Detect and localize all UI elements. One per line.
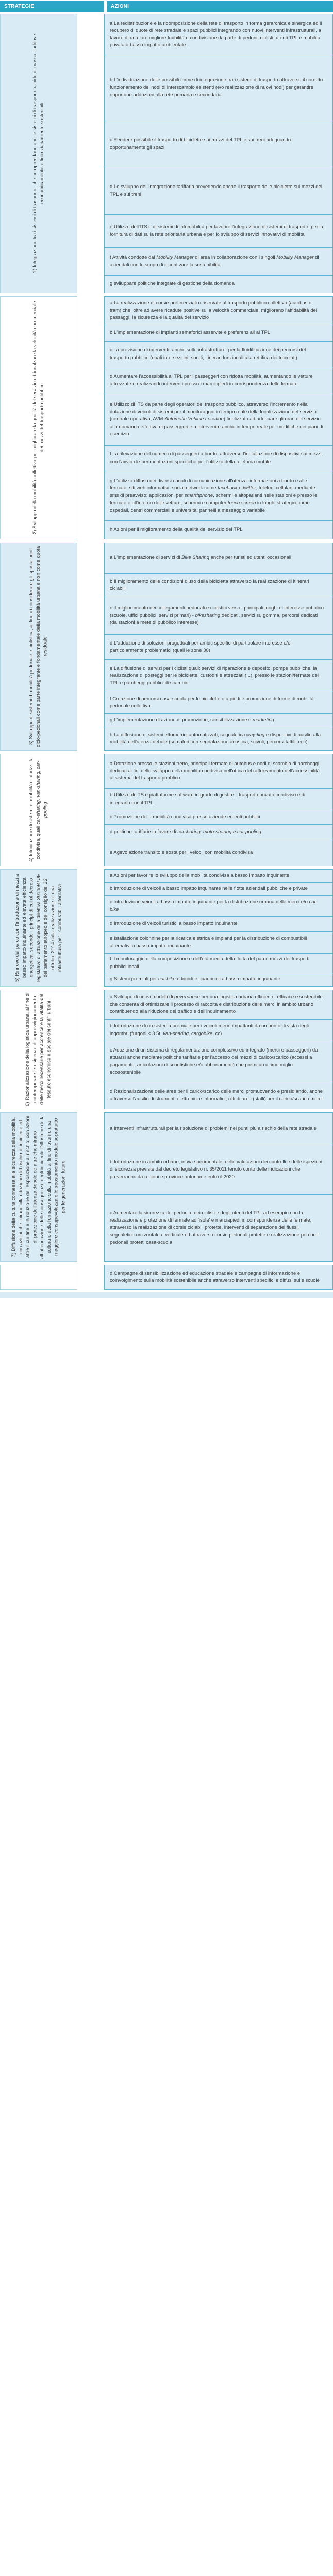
action-text: c Adozione di un sistema di regolamentazione complessivo ed integrato (merci e passeggeri) da attuarsi anche mediante politiche tariffarie per l'accesso dei mezzi di carico/scarico (accessi a pagamento, articolazioni di scontistiche e/o abbonamenti) che premi un ultimo miglio ecosostenibile: [110, 1047, 318, 1075]
action-letter: d: [110, 1089, 114, 1095]
action-row: [104, 990, 333, 1020]
action-row: [104, 810, 333, 825]
action-row: [104, 14, 333, 55]
actions-column: [104, 1112, 333, 1262]
action-row: [104, 896, 333, 917]
action-letter: d: [110, 640, 114, 646]
action-row: [104, 635, 333, 660]
strategy-gutter: [77, 543, 104, 751]
action-text: b Introduzione di un sistema premiale per i veicoli meno impattanti da un punto di vista degli ingombri (furgoni < 3.5t, van-sharing, cargobike, cc): [110, 1023, 309, 1037]
strategy-group: [0, 543, 333, 751]
action-letter: c: [110, 347, 114, 353]
action-row: [104, 276, 333, 293]
action-text: d L'adduzione di soluzioni progettuali per ambiti specifici di particolare interesse e/o particolarmente problematici (quali le zone 30): [110, 640, 291, 653]
action-letter: h: [110, 527, 114, 533]
strategy-gutter: [77, 1112, 104, 1262]
action-text: d Campagne di sensibilizzazione ed educazione stradale e campagne di informazione e coinvolgimento sulla mobilità sostenibile anche attraverso interventi specifici e diffusi sulle scuole: [110, 1270, 320, 1283]
action-row: [104, 521, 333, 539]
action-letter: b: [110, 886, 114, 892]
action-text: d politiche tariffarie in favore di carsharing, moto-sharing e car-pooling: [110, 829, 261, 835]
actions-column: [104, 543, 333, 751]
table-header-row: [0, 1, 333, 12]
action-letter: b: [110, 1023, 114, 1029]
bottom-band: [0, 1292, 333, 1298]
strategy-label: 1) Integrazione tra i sistemi di trasporto, che comprendano anche sistemi di trasporto rapido di massa, laddove economicamente e finanziariamente sostenibili: [32, 33, 45, 274]
action-letter: c: [110, 814, 114, 820]
action-letter: a: [110, 300, 114, 306]
action-letter: b: [110, 578, 114, 584]
column-header-strategie: STRATEGIE: [0, 1, 104, 12]
action-letter: g: [110, 717, 114, 723]
action-letter: a: [110, 1125, 114, 1131]
action-text: a Interventi infrastrutturali per la risoluzione di problemi nei punti più a rischio della rete stradale: [110, 1125, 317, 1131]
action-text: d Lo sviluppo dell'integrazione tariffaria prevedendo anche il trasporto delle biciclette sui mezzi del TPL e sui treni: [110, 184, 322, 197]
strategy-gutter: [77, 296, 104, 539]
action-row: [104, 869, 333, 883]
action-letter: b: [110, 77, 114, 83]
action-row: [104, 597, 333, 635]
action-letter: g: [110, 281, 114, 287]
strategy-gutter: [77, 754, 104, 866]
action-row: [104, 367, 333, 394]
action-letter: d: [110, 1270, 114, 1276]
action-text: g L'utilizzo diffuso dei diversi canali di comunicazione all'utenza: informazioni a bordo e alle fermate; siti web informativi; social network come facebook e twitter; telefoni cellulari, mediante sms di preavviso; applicazioni per smarthphone, schermi e altoparlanti nelle stazioni e presso le fermate e all'interno delle vetture; schermi e computer touch screen in luoghi strategici come ospedali, centri commerciali e università; pannelli a messaggio variabile: [110, 478, 318, 513]
action-text: b Introduzione di veicoli a basso impatto inquinante nelle flotte aziendali pubbliche e private: [110, 886, 308, 892]
action-letter: b: [110, 1159, 114, 1165]
actions-column: [104, 754, 333, 866]
action-letter: f: [110, 956, 113, 962]
action-text: e La diffusione di servizi per i ciclisti quali: servizi di riparazione e deposito, pompe pubbliche, la realizzazione di posteggi per le biciclette, custoditi e attrezzati (...), presso le stazioni/fermate del TPL e parcheggi pubblici di scambio: [110, 665, 319, 686]
action-row: [104, 446, 333, 471]
strategy-group: [0, 869, 333, 987]
action-row: [104, 954, 333, 973]
action-letter: b: [110, 330, 114, 336]
action-row: [104, 840, 333, 866]
action-row: [104, 167, 333, 215]
action-row: [104, 1041, 333, 1082]
strategy-gutter: [77, 1265, 104, 1290]
action-letter: c: [110, 605, 114, 611]
action-letter: d: [110, 374, 114, 380]
strategy-gutter: [77, 869, 104, 987]
strategy-group: [0, 1265, 333, 1290]
action-text: e Agevolazione transito e sosta per i veicoli con mobilità condivisa: [110, 850, 253, 856]
action-letter: e: [110, 665, 114, 671]
action-letter: f: [110, 451, 113, 457]
strategy-cell: [0, 1265, 77, 1290]
action-row: [104, 215, 333, 248]
action-letter: c: [110, 899, 114, 905]
strategy-cell: [0, 543, 77, 751]
action-text: h La diffusione di sistemi ettometrici automatizzati, segnaletica way-fing e dispositivi di ausilio alla mobilità dell'utenza debole (semafori con segnalazione acustica, scivoli, percorsi tattili, ecc): [110, 732, 321, 745]
action-row: [104, 325, 333, 342]
strategy-cell: [0, 1112, 77, 1262]
action-row: [104, 574, 333, 597]
action-text: e Utilizzo dell'ITS e di sistemi di infomobilità per favorire l'integrazione di sistemi di trasporto, per la fornitura di dati sulla rete prioritaria urbana e per lo sviluppo di servizi innovativi di mobilità: [110, 224, 323, 238]
action-text: b L'individuazione delle possibili forme di integrazione tra i sistemi di trasporto attraverso il corretto funzionamento dei nodi di interscambio esistenti (e/o realizzazione di nuovi nodi) per garantire opportune adduzioni alla rete primaria e secondaria: [110, 77, 323, 98]
action-letter: a: [110, 555, 114, 561]
action-row: [104, 714, 333, 727]
strategy-group: [0, 296, 333, 539]
action-text: a Sviluppo di nuovi modelli di governance per una logistica urbana efficiente, efficace e sostenibile che consenta di ottimizzare il processo di raccolta e distribuzione delle merci in ambito urbano contribuendo alla riduzione del traffico e dell'inquinamento: [110, 994, 323, 1015]
action-row: [104, 1145, 333, 1195]
action-text: g L'implementazione di azione di promozione, sensibilizzazione e marketing: [110, 717, 274, 723]
action-letter: a: [110, 20, 114, 26]
strategies-actions-table: [0, 1, 333, 1299]
actions-column: [104, 990, 333, 1109]
action-letter: d: [110, 921, 114, 927]
strategy-label: 6) Razionalizzazione della logistica urbana, al fine di contemperare le esigenze di approvvigionamento delle merci necessarie per accrescere la vitalità del tessuto economico e sociale dei centri urbani: [25, 992, 52, 1107]
actions-column: [104, 296, 333, 539]
strategy-gutter: [77, 14, 104, 293]
action-text: b Introduzione in ambito urbano, in via sperimentale, delle valutazioni dei controlli e delle ispezioni di sicurezza previste dal decreto legislativo n. 35/2011 tenuto conto delle indicazioni che preverranno da regioni e province autonome entro il 2020: [110, 1159, 322, 1180]
action-letter: d: [110, 184, 114, 190]
action-text: f La rilevazione del numero di passeggeri a bordo, attraverso l'installazione di dispositivi sui mezzi, con l'avvio di sperimentazioni specifiche per l'utilizzo della telefonia mobile: [110, 451, 323, 465]
action-row: [104, 394, 333, 446]
action-row: [104, 342, 333, 367]
action-row: [104, 1265, 333, 1290]
action-letter: a: [110, 994, 114, 1000]
action-text: f Il monitoraggio della composizione e dell'età media della flotta del parco mezzi dei trasporti pubblici locali: [110, 956, 310, 970]
action-row: [104, 543, 333, 574]
action-letter: h: [110, 732, 114, 738]
action-text: d Razionalizzazione delle aree per il carico/scarico delle merci promuovendo e presidiando, anche attraverso l'ausilio di strumenti elettronici e informatici, reti di aree (stalli) per il carico/scarico merci: [110, 1089, 323, 1102]
strategy-cell: [0, 296, 77, 539]
strategy-label: 4) Introduzione di sistemi di mobilità motorizzata condivisa, quali car-sharing, van-sharing, car-pooling: [28, 757, 48, 862]
actions-column: [104, 869, 333, 987]
action-letter: e: [110, 401, 114, 408]
action-row: [104, 789, 333, 810]
action-row: [104, 1082, 333, 1109]
action-text: g sviluppare politiche integrate di gestione della domanda: [110, 281, 235, 287]
strategy-group: [0, 1112, 333, 1262]
action-text: c Rendere possibile il trasporto di biciclette sui mezzi del TPL e sui treni adeguando opportunamente gli spazi: [110, 137, 291, 150]
action-text: a Azioni per favorire lo sviluppo della mobilità condivisa a basso impatto inquinante: [110, 872, 290, 878]
action-row: [104, 471, 333, 521]
action-letter: e: [110, 936, 114, 942]
action-text: c Promozione della mobilità condivisa presso aziende ed enti pubblici: [110, 814, 260, 820]
groups-container: [0, 14, 333, 1290]
action-row: [104, 296, 333, 325]
action-text: f Attività condotte dal Mobility Manager di area in collaborazione con i singoli Mobility Manager di aziendali con lo scopo di incentivare la sostenibilità: [110, 255, 319, 268]
action-letter: c: [110, 137, 114, 143]
actions-column: [104, 1265, 333, 1290]
action-letter: b: [110, 792, 114, 799]
action-row: [104, 121, 333, 167]
action-row: [104, 825, 333, 840]
action-letter: c: [110, 1047, 113, 1053]
action-letter: f: [110, 255, 112, 261]
strategy-cell: [0, 990, 77, 1109]
action-text: a La realizzazione di corsie preferenziali o riservate al trasporto pubblico collettivo (autobus o tram),che, oltre ad avere ricadute positive sulla velocità commerciale, migliorano l'affidabilità dei passaggi, la sicurezza e la qualità del servizio: [110, 300, 317, 321]
action-row: [104, 1112, 333, 1145]
action-letter: e: [110, 224, 114, 230]
strategy-cell: [0, 754, 77, 866]
action-text: c Aumentare la sicurezza dei pedoni e dei ciclisti e degli utenti del TPL ad esempio con la realizzazione e protezione di fermate ad 'isola' e marciapiedi in corrispondenza delle fermate, attraverso la realizzazione di corsie ciclabili protette, interventi di separazione dei flussi, segnaletica orizzontale e verticale ed attraverso corsie pedonali protette e realizzazione percorsi pedonali protetti casa-scuola: [110, 1210, 319, 1245]
action-text: e Istallazione colonnine per la ricarica elettrica e impianti per la distribuzione di combustibili alternativi a basso impatto inquinante: [110, 936, 307, 949]
action-text: e Utilizzo di ITS da parte degli operatori del trasporto pubblico, attraverso l'incremento nella dotazione di veicoli di sistemi per il monitoraggio in tempo reale della localizzazione del servizio (centrale operativa, AVM-Automatic Vehicle Location) finalizzato ad adeguare gli orari del servizio alla domanda effettiva di passeggeri e a intervenire anche in tempo reale per modifiche dei piani di esercizio: [110, 401, 323, 437]
strategy-group: [0, 754, 333, 866]
action-text: d Aumentare l'accessibilità al TPL per i passeggeri con ridotta mobilità, aumentando le vetture attrezzate e realizzando interventi presso i marciapiedi in corrispondenza delle fermate: [110, 374, 313, 387]
action-text: c Introduzione veicoli a basso impatto inquinante per la distribuzione urbana delle merci e/o car-bike: [110, 899, 318, 912]
action-row: [104, 692, 333, 714]
action-text: b Utilizzo di ITS e piattaforme software in grado di gestire il trasporto privato condiviso e di integrarlo con il TPL: [110, 792, 306, 806]
action-text: a Dotazione presso le stazioni treno, principali fermate di autobus e nodi di scambio di parcheggi dedicati ai fini dello sviluppo della mobilità condivisa nell'ottica del rafforzamento dell'accessibilità al sistema del trasporto pubblico: [110, 760, 320, 782]
action-row: [104, 973, 333, 987]
action-row: [104, 248, 333, 276]
action-text: f Creazione di percorsi casa-scuola per le biciclette e a piedi e promozione di forme di mobilità pedonale collettiva: [110, 696, 314, 709]
action-text: d Introduzione di veicoli turistici a basso impatto inquinante: [110, 921, 238, 927]
action-row: [104, 727, 333, 751]
strategy-label: 2) Sviluppo della mobilità collettiva per migliorare la qualità del servizio ed innalzare la velocità commerciale dei mezzi del trasporto pubblico: [32, 301, 45, 535]
action-letter: d: [110, 829, 114, 835]
action-letter: a: [110, 760, 114, 767]
action-text: a La redistribuzione e la ricomposizione della rete di trasporto in forma gerarchica e sinergica ed il recupero di quote di rete stradale e spazi pubblici integrando con nuovi interventi infrastrutturali, a favore di una loro migliore fruibilità e condivisione da parte di pedoni, ciclisti, utenti TPL e mobilità privata a basso impatto ambientale.: [110, 20, 322, 48]
action-text: h Azioni per il miglioramento della qualità del servizio del TPL: [110, 527, 243, 533]
action-letter: f: [110, 696, 113, 702]
action-row: [104, 883, 333, 896]
strategy-label: 3) Sviluppo di sistemi di mobilità pedonale e ciclistica, al fine di considerare gli spostamenti ciclo-pedonali come parte integrante e fondamentale della mobilità urbana e non come quota residuale: [28, 546, 48, 748]
strategy-cell: [0, 869, 77, 987]
action-row: [104, 55, 333, 121]
action-row: [104, 1020, 333, 1041]
action-text: b Il miglioramento delle condizioni d'uso della bicicletta attraverso la realizzazione di itinerari ciclabili: [110, 578, 309, 591]
action-letter: a: [110, 872, 114, 878]
action-row: [104, 660, 333, 692]
action-text: g Sistemi premiali per car-bike e tricicli e quadricicli a basso impatto inquinante: [110, 976, 280, 982]
actions-column: [104, 14, 333, 293]
action-row: [104, 1195, 333, 1262]
action-row: [104, 932, 333, 954]
action-row: [104, 754, 333, 789]
strategy-group: [0, 14, 333, 293]
strategy-cell: [0, 14, 77, 293]
strategy-gutter: [77, 990, 104, 1109]
column-header-azioni: AZIONI: [107, 1, 333, 12]
action-row: [104, 917, 333, 932]
action-letter: g: [110, 478, 114, 484]
action-letter: c: [110, 1210, 113, 1216]
action-text: c Il miglioramento dei collegamenti pedonali e ciclistici verso i principali luoghi di interesse pubblico (scuole, uffici pubblici, servizi primari) - bikesharing dedicati, servizi su gomma, percorsi dedicati (da stazioni a mete di pubblico interesse): [110, 605, 324, 626]
strategy-label: 5) Rinnovo del parco con l'introduzione di mezzi a basso impatto inquinante ed elevata efficienza energetica, secondo i principi di cui al decreto legislativo di attuazione della direttiva 2014/94/UE del parlamento europeo e del consiglio del 22 ottobre 2014 sulla realizzazione di una infrastruttura per i combustibili alternativi: [14, 874, 63, 982]
action-letter: g: [110, 976, 114, 982]
action-text: c La previsione di interventi, anche sulle infrastrutture, per la fluidificazione dei percorsi del trasporto pubblico (quali intersezioni, snodi, itinerari funzionali alla rettifica dei tracciati): [110, 347, 306, 361]
action-letter: e: [110, 850, 114, 856]
strategy-group: [0, 990, 333, 1109]
strategy-label: 7) Diffusione della cultura connessa alla sicurezza della mobilità, con azioni che mirano alla riduzione del rischio di incidente ed altre il cui fine è la riduzione dell'esposizione al rischio; con azioni di protezione dell'utenza debole ed altre che mirano all'attenuazione delle conseguenze degli incidenti. Diffusione della cultura e della formazione sulla mobilità al fine di favorire una maggiore consapevolezza e lo spostamento modale soprattutto per le generazioni future: [10, 1115, 66, 1259]
action-text: a L'implementazione di servizi di Bike Sharing anche per turisti ed utenti occasionali: [110, 555, 291, 561]
action-text: b L'implementazione di impianti semaforici asservite e preferenziali al TPL: [110, 330, 271, 336]
